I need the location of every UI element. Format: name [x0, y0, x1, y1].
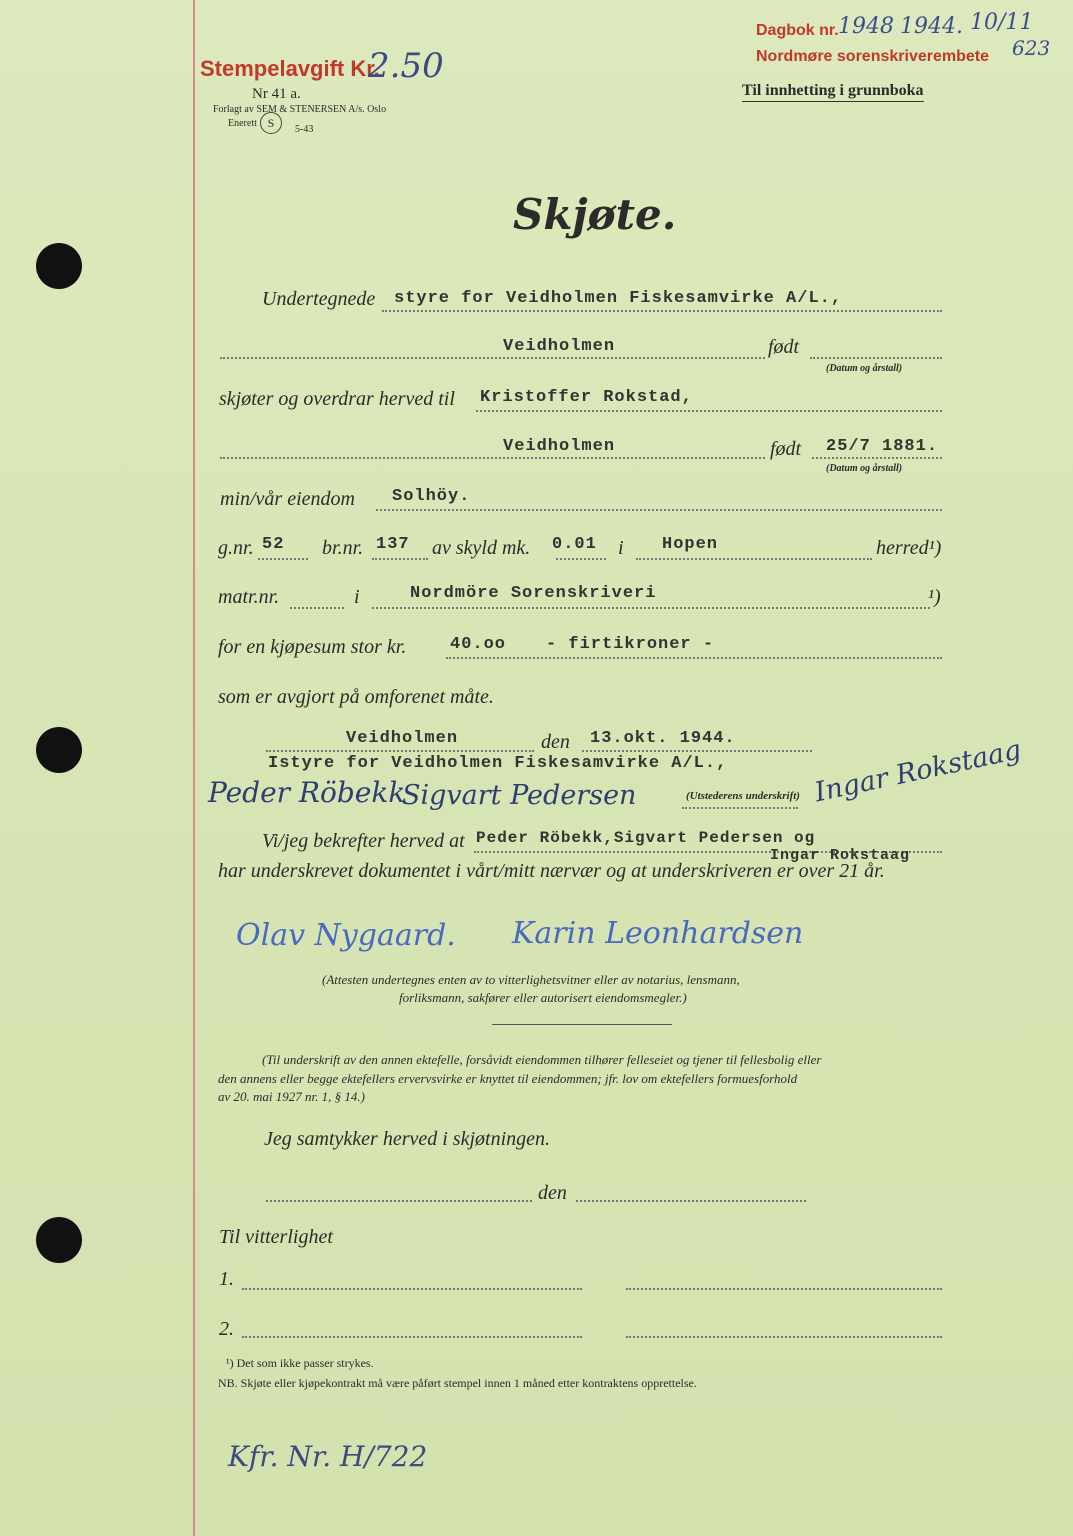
confirm-label: Vi/jeg bekrefter herved at — [262, 830, 465, 852]
bnr-label: br.nr. — [322, 537, 364, 559]
witness-signature-2: Karin Leonhardsen — [512, 916, 804, 951]
spouse-note-1: (Til underskrift av den annen ektefelle, forsåvidt eiendommen tilhører felleseiet og tjener til fellesbolig eller — [262, 1052, 822, 1067]
footnote-1: ¹) Det som ikke passer strykes. — [226, 1356, 374, 1370]
settled-text: som er avgjort på omforenet måte. — [218, 686, 494, 708]
transfer-label: skjøter og overdrar herved til — [219, 388, 455, 410]
date-hint: (Datum og årstall) — [826, 363, 903, 374]
signature-3: Ingar Rokstaag — [812, 734, 1024, 809]
form-date: 5-43 — [295, 124, 314, 135]
issuer-hint: (Utstederens underskrift) — [686, 790, 800, 802]
skyld-label: av skyld mk. — [432, 537, 531, 559]
witness-label: Til vitterlighet — [219, 1226, 333, 1248]
dotted-line — [242, 1336, 582, 1338]
page-title: Skjøte. — [513, 190, 677, 239]
dotted-line — [446, 657, 942, 659]
signing-date: 13.okt. 1944. — [590, 729, 736, 748]
herred-label: herred¹) — [876, 537, 942, 559]
divider — [492, 1024, 672, 1025]
dotted-line — [682, 807, 798, 809]
punch-hole — [36, 727, 82, 773]
confirm-name-3: Ingar Rokstaag — [770, 847, 911, 864]
stamp-label: Stempelavgift Kr. — [200, 56, 380, 81]
matr-i-label: i — [354, 586, 360, 608]
dotted-line — [476, 410, 942, 412]
dotted-line — [266, 1200, 532, 1202]
buyer-name: Kristoffer Rokstad, — [480, 388, 693, 407]
dotted-line — [372, 558, 428, 560]
herred-value: Hopen — [662, 535, 719, 554]
den-label: den — [541, 731, 570, 753]
witness-2-label: 2. — [219, 1318, 234, 1340]
dotted-line — [382, 310, 942, 312]
purpose-label: Til innhetting i grunnboka — [742, 82, 924, 102]
undersigned-label: Undertegnede — [262, 288, 376, 310]
dotted-line — [636, 558, 872, 560]
matr-value: Nordmöre Sorenskriveri — [410, 584, 657, 603]
gnr-label: g.nr. — [218, 537, 254, 559]
skyld-value: 0.01 — [552, 535, 597, 554]
publisher-logo-icon: S — [260, 112, 282, 134]
gnr-value: 52 — [262, 535, 285, 554]
publisher: Forlagt av SEM & STENERSEN A/s. Oslo — [213, 104, 387, 115]
signing-place: Veidholmen — [346, 729, 459, 748]
i-label: i — [618, 537, 624, 559]
page-ref: 623 — [1012, 36, 1051, 60]
matr-label: matr.nr. — [218, 586, 280, 608]
property-label: min/vår eiendom — [220, 488, 355, 510]
journal-label: Dagbok nr. — [756, 22, 839, 39]
dotted-line — [810, 357, 942, 359]
buyer-place: Veidholmen — [503, 437, 616, 456]
journal-date: 10/11 — [970, 10, 1034, 35]
spouse-note-3: av 20. mai 1927 nr. 1, § 14.) — [218, 1089, 365, 1104]
dotted-line — [376, 509, 942, 511]
dotted-line — [266, 750, 534, 752]
dotted-line — [582, 750, 812, 752]
price-label: for en kjøpesum stor kr. — [218, 636, 407, 658]
punch-hole — [36, 243, 82, 289]
footnote-2: NB. Skjøte eller kjøpekontrakt må være påført stempel innen 1 måned etter kontraktens opprettelse. — [218, 1376, 697, 1390]
property-value: Solhöy. — [392, 487, 471, 506]
consent-den-label: den — [538, 1182, 567, 1204]
dotted-line — [576, 1200, 806, 1202]
price-value: 40.oo — [450, 635, 507, 654]
office-name: Nordmøre sorenskriverembete — [756, 48, 989, 65]
journal-number: 1948 — [838, 14, 894, 39]
dotted-line — [372, 607, 930, 609]
consent-text: Jeg samtykker herved i skjøtningen. — [264, 1128, 551, 1150]
bottom-handwritten-note: Kfr. Nr. H/722 — [228, 1440, 428, 1473]
journal-year: 1944. — [900, 14, 963, 39]
buyer-born-label: født — [770, 438, 802, 460]
signature-2: Sigvart Pedersen — [402, 780, 637, 811]
undersigned-place: Veidholmen — [503, 337, 616, 356]
punch-hole — [36, 1217, 82, 1263]
dotted-line — [626, 1288, 942, 1290]
spouse-note-2: den annens eller begge ektefellers ervervsvirke er knyttet til eiendommen; jfr. lov om ektefellers formuesforhold — [218, 1071, 798, 1086]
dotted-line — [242, 1288, 582, 1290]
confirm-names: Peder Röbekk,Sigvart Pedersen og — [476, 829, 816, 847]
dotted-line — [220, 357, 765, 359]
exclusive: Enerett — [228, 118, 257, 129]
stamp-amount: 2.50 — [368, 46, 444, 86]
attest-note-1: (Attesten undertegnes enten av to vitterlighetsvitner eller av notarius, lensmann, — [322, 972, 740, 987]
price-words: - firtikroner - — [546, 635, 715, 654]
confirm-rest: har underskrevet dokumentet i vårt/mitt nærvær og at underskriveren er over 21 år. — [218, 860, 885, 882]
witness-1-label: 1. — [219, 1268, 234, 1290]
buyer-born: 25/7 1881. — [826, 437, 939, 456]
attest-note-2: forliksmann, sakfører eller autorisert eiendomsmegler.) — [399, 990, 687, 1005]
dotted-line — [220, 457, 765, 459]
born-label: født — [768, 336, 800, 358]
date-hint: (Datum og årstall) — [826, 463, 903, 474]
undersigned-value: styre for Veidholmen Fiskesamvirke A/L., — [394, 289, 843, 308]
bnr-value: 137 — [376, 535, 410, 554]
dotted-line — [258, 558, 308, 560]
form-number: Nr 41 a. — [252, 86, 301, 102]
signature-1: Peder Röbekk — [208, 776, 406, 809]
dotted-line — [556, 558, 606, 560]
dotted-line — [290, 607, 344, 609]
board-line: Istyre for Veidholmen Fiskesamvirke A/L., — [268, 754, 728, 773]
footnote-mark: ¹) — [928, 586, 941, 608]
witness-signature-1: Olav Nygaard. — [236, 918, 456, 953]
dotted-line — [812, 457, 942, 459]
margin-line — [193, 0, 195, 1536]
dotted-line — [626, 1336, 942, 1338]
